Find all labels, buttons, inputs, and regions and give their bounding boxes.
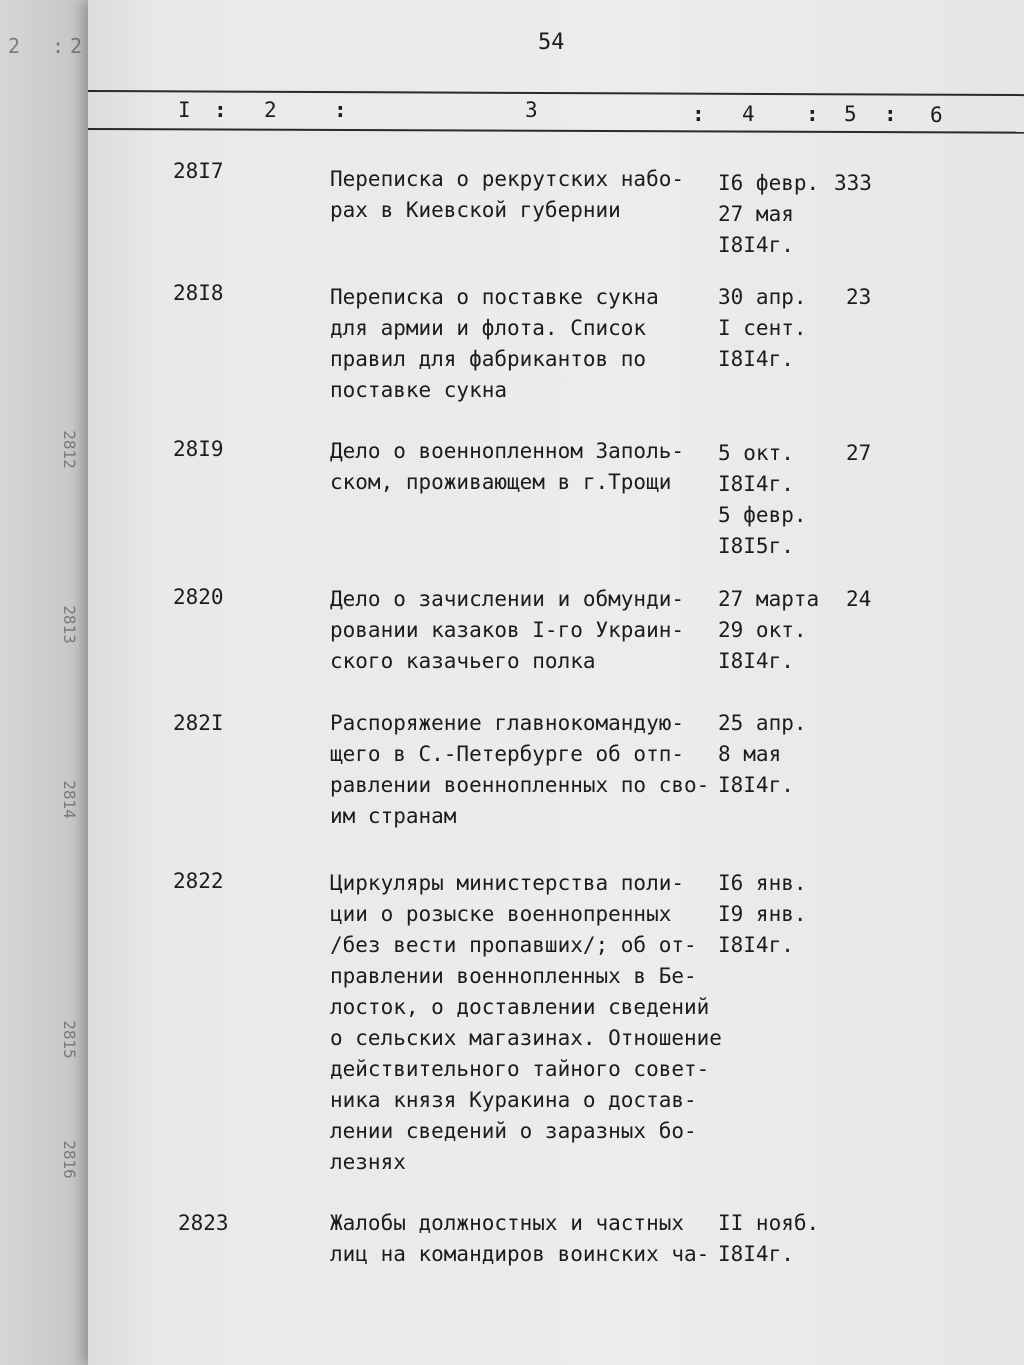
- record-number: 282I: [173, 711, 224, 735]
- record-dates: 27 марта 29 окт. I8I4г.: [718, 587, 820, 673]
- record-description: Распоряжение главнокомандую- щего в С.-Петербурге об отп- равлении военнопленных по сво- им странам: [330, 711, 710, 828]
- column-separator: :: [692, 102, 705, 126]
- column-header-1: I: [178, 98, 191, 122]
- record-number: 28I9: [173, 437, 224, 461]
- facing-page-mark: 2812: [59, 430, 79, 469]
- facing-page-mark: 2815: [59, 1020, 79, 1059]
- column-header-6: 6: [930, 103, 943, 127]
- record-description: Циркуляры министерства поли- ции о розыске военнопренных /без вести пропавших/; об от- правлении военнопленных в Бе- лосток, о доставлении сведений о сельских магазинах. Отношение действительного тайного совет- ника князя Куракина о достав- лении сведений о заразных бо- лезнях: [330, 871, 722, 1174]
- record-description: Дело о военнопленном Заполь- ском, проживающем в г.Трощи: [330, 439, 685, 494]
- record-dates: I6 февр. 27 мая I8I4г.: [718, 171, 820, 257]
- record-sheet-count: 23: [846, 285, 872, 309]
- record-description: Жалобы должностных и частных лиц на командиров воинских ча-: [330, 1211, 710, 1266]
- column-separator: :: [806, 102, 819, 126]
- column-header-4: 4: [742, 102, 755, 126]
- record-number: 28I8: [173, 281, 224, 305]
- record-dates: 30 апр. I сент. I8I4г.: [718, 285, 807, 371]
- column-header-2: 2: [264, 98, 277, 122]
- record-sheet-count: 333: [834, 171, 872, 195]
- record-dates: 25 апр. 8 мая I8I4г.: [718, 711, 807, 797]
- facing-page-mark: 2813: [59, 605, 79, 644]
- record-dates: II нояб. I8I4г.: [718, 1211, 820, 1266]
- facing-page-mark: 2: [8, 34, 21, 58]
- record-number: 28I7: [173, 159, 224, 183]
- facing-page-mark: 2: [70, 34, 83, 58]
- record-number: 2823: [178, 1211, 229, 1235]
- column-separator: :: [884, 102, 897, 126]
- record-description: Переписка о рекрутских набо- рах в Киевской губернии: [330, 167, 685, 222]
- facing-page-mark: 2816: [59, 1140, 79, 1179]
- column-separator: :: [214, 98, 227, 122]
- record-dates: 5 окт. I8I4г. 5 февр. I8I5г.: [718, 441, 807, 558]
- facing-page-mark: :: [52, 34, 65, 58]
- record-number: 2822: [173, 869, 224, 893]
- column-separator: :: [334, 98, 347, 122]
- record-sheet-count: 24: [846, 587, 872, 611]
- facing-page-mark: 2814: [59, 780, 79, 819]
- record-sheet-count: 27: [846, 441, 872, 465]
- record-dates: I6 янв. I9 янв. I8I4г.: [718, 871, 807, 957]
- record-description: Переписка о поставке сукна для армии и флота. Список правил для фабрикантов по поставке сукна: [330, 285, 659, 402]
- page-number: 54: [538, 30, 565, 55]
- record-description: Дело о зачислении и обмунди- ровании казаков I-го Украин- ского казачьего полка: [330, 587, 685, 673]
- facing-page-edge: [0, 0, 90, 1365]
- column-header-3: 3: [525, 98, 538, 122]
- record-number: 2820: [173, 585, 224, 609]
- column-header-5: 5: [844, 102, 857, 126]
